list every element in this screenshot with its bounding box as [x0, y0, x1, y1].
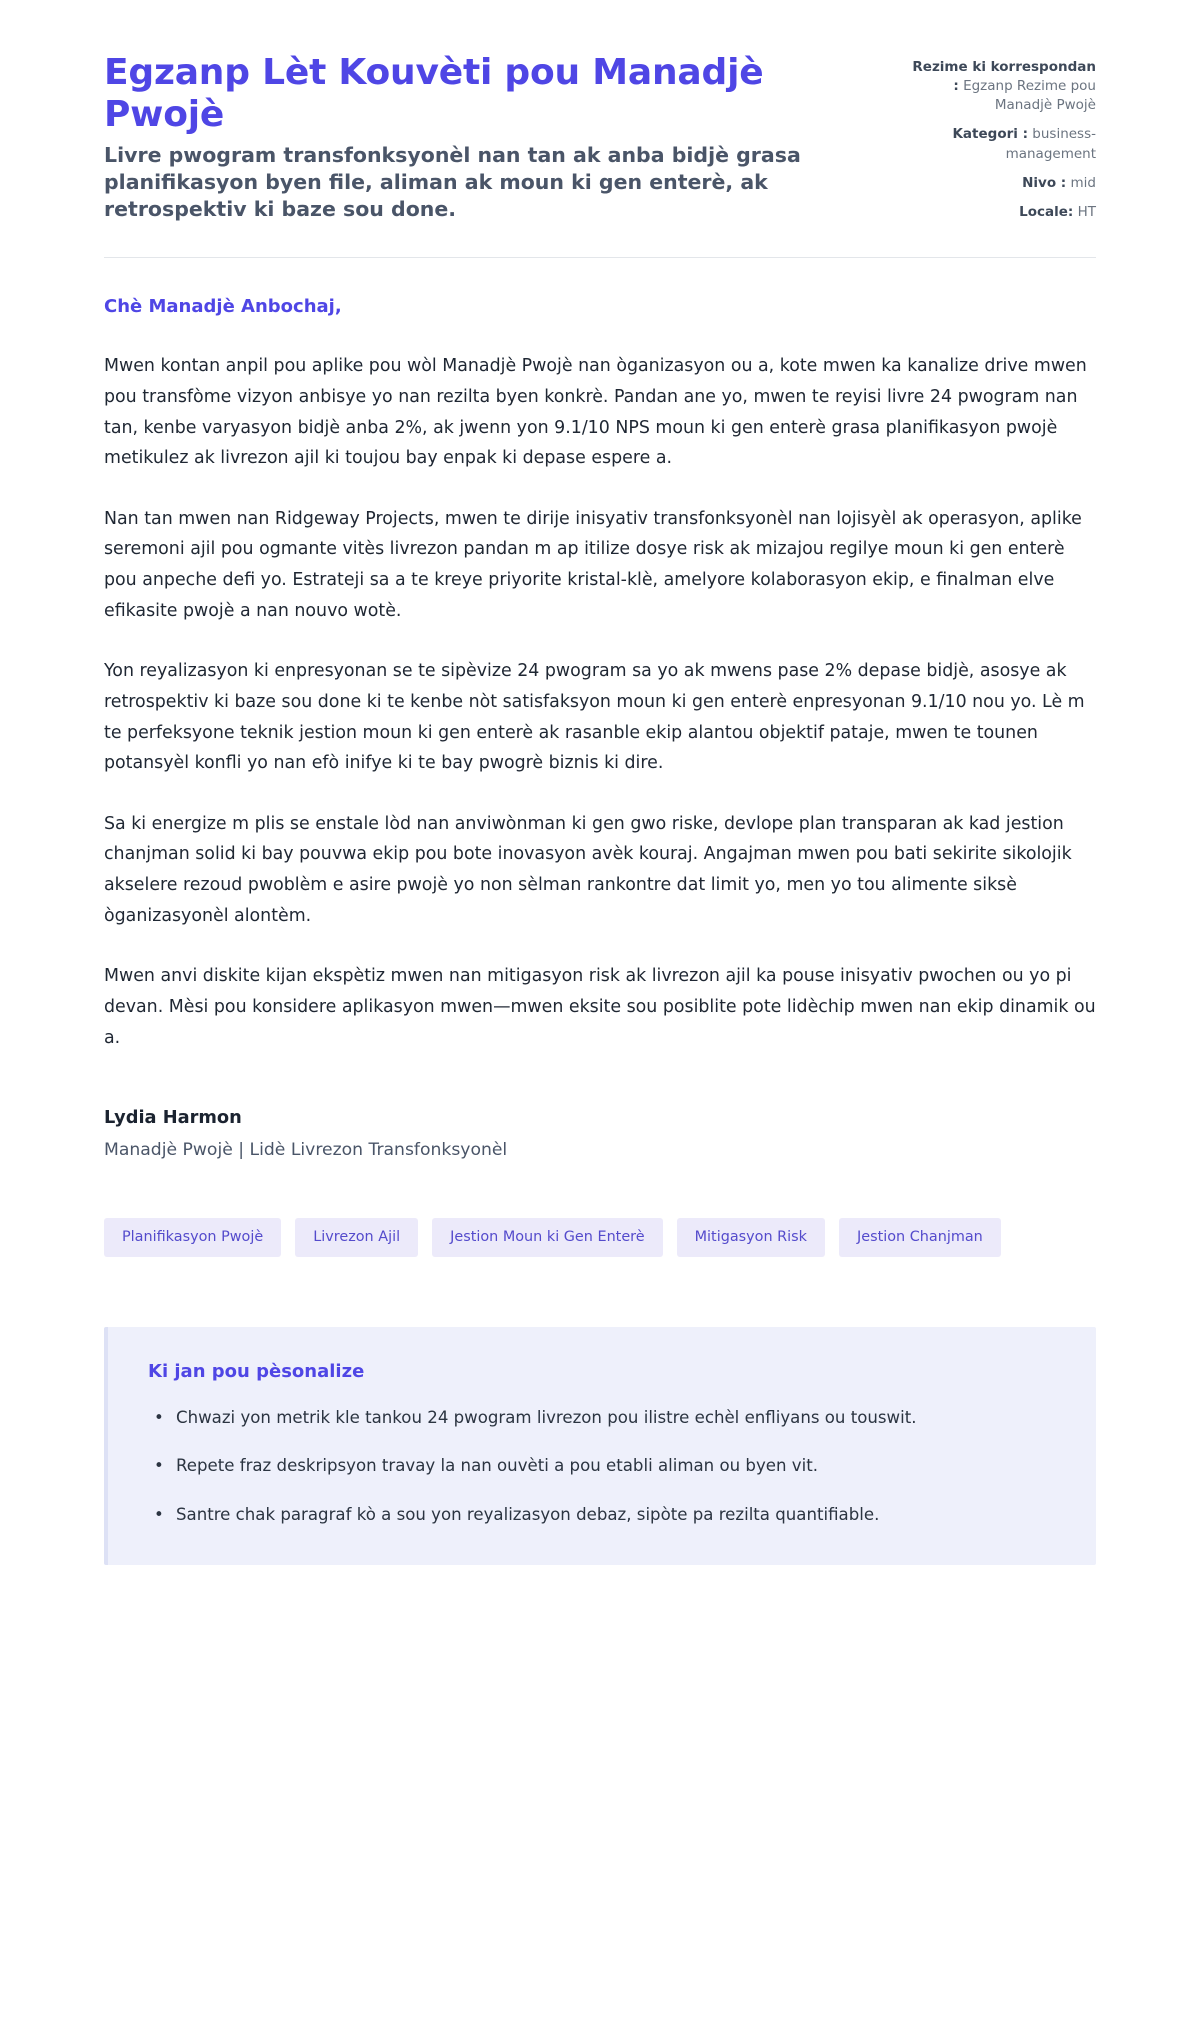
- tag-chip[interactable]: Mitigasyon Risk: [677, 1218, 825, 1256]
- metadata-value: business-management: [1005, 126, 1096, 162]
- tag-chip[interactable]: Planifikasyon Pwojè: [104, 1218, 281, 1256]
- tag-chip[interactable]: Livrezon Ajil: [295, 1218, 418, 1256]
- page-subtitle: Livre pwogram transfonksyonèl nan tan ak anba bidjè grasa planifikasyon byen file, aliman ak moun ki gen enterè, ak retrospektiv ki baze sou done.: [104, 142, 801, 221]
- metadata-value: HT: [1077, 203, 1096, 220]
- metadata-key: Kategori :: [952, 126, 1028, 143]
- body-paragraph-2: Nan tan mwen nan Ridgeway Projects, mwen te dirije inisyativ transfonksyonèl nan lojisyèl ak operasyon, aplike seremoni ajil pou ogmante vitès livrezon pandan m ap itilize dosye risk ak mizajou regilye moun ki gen enterè pou anpeche defi yo. Estrateji sa a te kreye priyorite kristal-klè, amelyore kolaborasyon ekip, e finalman elve efikasite pwojè a nan nouvo wotè.: [104, 508, 1082, 621]
- tag-list: [104, 1218, 1004, 1256]
- callout-list-item: • Santre chak paragraf kò a sou yon reyalizasyon debaz, sipòte pa rezilta quantifiable.: [172, 1501, 1056, 1530]
- metadata-row-related-resume: [908, 58, 1096, 115]
- tag-chip[interactable]: Jestion Moun ki Gen Enterè: [432, 1218, 663, 1256]
- body-paragraph-3: Yon reyalizasyon ki enpresyonan se te sipèvize 24 pwogram sa yo ak mwens pase 2% depase bidjè, asosye ak retrospektiv ki baze sou done ki te kenbe nòt satisfaksyon moun ki gen enterè enpresyonan 9.1/10 nou yo. Lè m te perfeksyone teknik jestion moun ki gen enterè ak rasanble ekip alantou objektif pataje, mwen te tounen potansyèl konfli yo nan efò inifye ki te bay pwogrè biznis ki dire.: [104, 661, 1085, 774]
- callout-list-item: • Chwazi yon metrik kle tankou 24 pwogram livrezon pou ilistre echèl enfliyans ou touswit.: [172, 1404, 1056, 1433]
- metadata-value: mid: [1070, 174, 1096, 191]
- document-header: [104, 52, 1096, 223]
- metadata-value: Egzanp Rezime pou Manadjè Pwojè: [963, 78, 1096, 114]
- body-paragraph-1: Mwen kontan anpil pou aplike pou wòl Manadjè Pwojè nan òganizasyon ou a, kote mwen ka kanalize drive mwen pou transfòme vizyon anbisye yo nan rezilta byen konkrè. Pandan ane yo, mwen te reyisi livre 24 pwogram nan tan, kenbe varyasyon bidjè anba 2%, ak jwenn yon 9.1/10 NPS moun ki gen enterè grasa planifikasyon pwojè metikulez ak livrezon ajil ki toujou bay enpak ki depase espere a.: [104, 356, 1087, 469]
- callout-tip-list: [148, 1404, 1056, 1530]
- tag-chip[interactable]: Jestion Chanjman: [839, 1218, 1001, 1256]
- callout-title: Ki jan pou pèsonalize: [148, 1360, 365, 1382]
- signature-name: Lydia Harmon: [104, 1107, 242, 1129]
- callout-list-item: • Repete fraz deskripsyon travay la nan ouvèti a pou etabli aliman ou byen vit.: [172, 1452, 1056, 1481]
- body-paragraph-5: Mwen anvi diskite kijan ekspètiz mwen nan mitigasyon risk ak livrezon ajil ka pouse inisyativ pwochen ou yo pi devan. Mèsi pou konsidere aplikasyon mwen—mwen eksite sou posiblite pote lidèchip mwen nan ekip dinamik ou a.: [104, 966, 1096, 1048]
- body-paragraph-4: Sa ki energize m plis se enstale lòd nan anviwònman ki gen gwo riske, devlope plan transparan ak kad jestion chanjman solid ki bay pouvwa ekip pou bote inovasyon avèk kouraj. Angajman mwen pou bati sekirite sikolojik akselere rezoud pwoblèm e asire pwojè yo non sèlman rankontre dat limit yo, men yo tou alimente siksè òganizasyonèl alontèm.: [104, 813, 1072, 926]
- document-metadata: [908, 52, 1096, 222]
- signature-block: [104, 1107, 1096, 1160]
- page-title: Egzanp Lèt Kouvèti pou Manadjè Pwojè: [104, 52, 764, 135]
- metadata-row-category: [908, 125, 1096, 163]
- signature-role: Manadjè Pwojè | Lidè Livrezon Transfonksyonèl: [104, 1140, 508, 1161]
- customization-callout: [104, 1327, 1096, 1566]
- metadata-key: Nivo :: [1022, 174, 1067, 191]
- header-title-block: [104, 52, 844, 223]
- metadata-row-locale: [908, 203, 1096, 222]
- cover-letter-body: [104, 258, 1096, 1565]
- salutation: Chè Manadjè Anbochaj,: [104, 296, 342, 318]
- metadata-key: Rezime ki korrespondan :: [912, 59, 1096, 95]
- metadata-key: Locale:: [1019, 203, 1074, 220]
- metadata-row-level: [908, 174, 1096, 193]
